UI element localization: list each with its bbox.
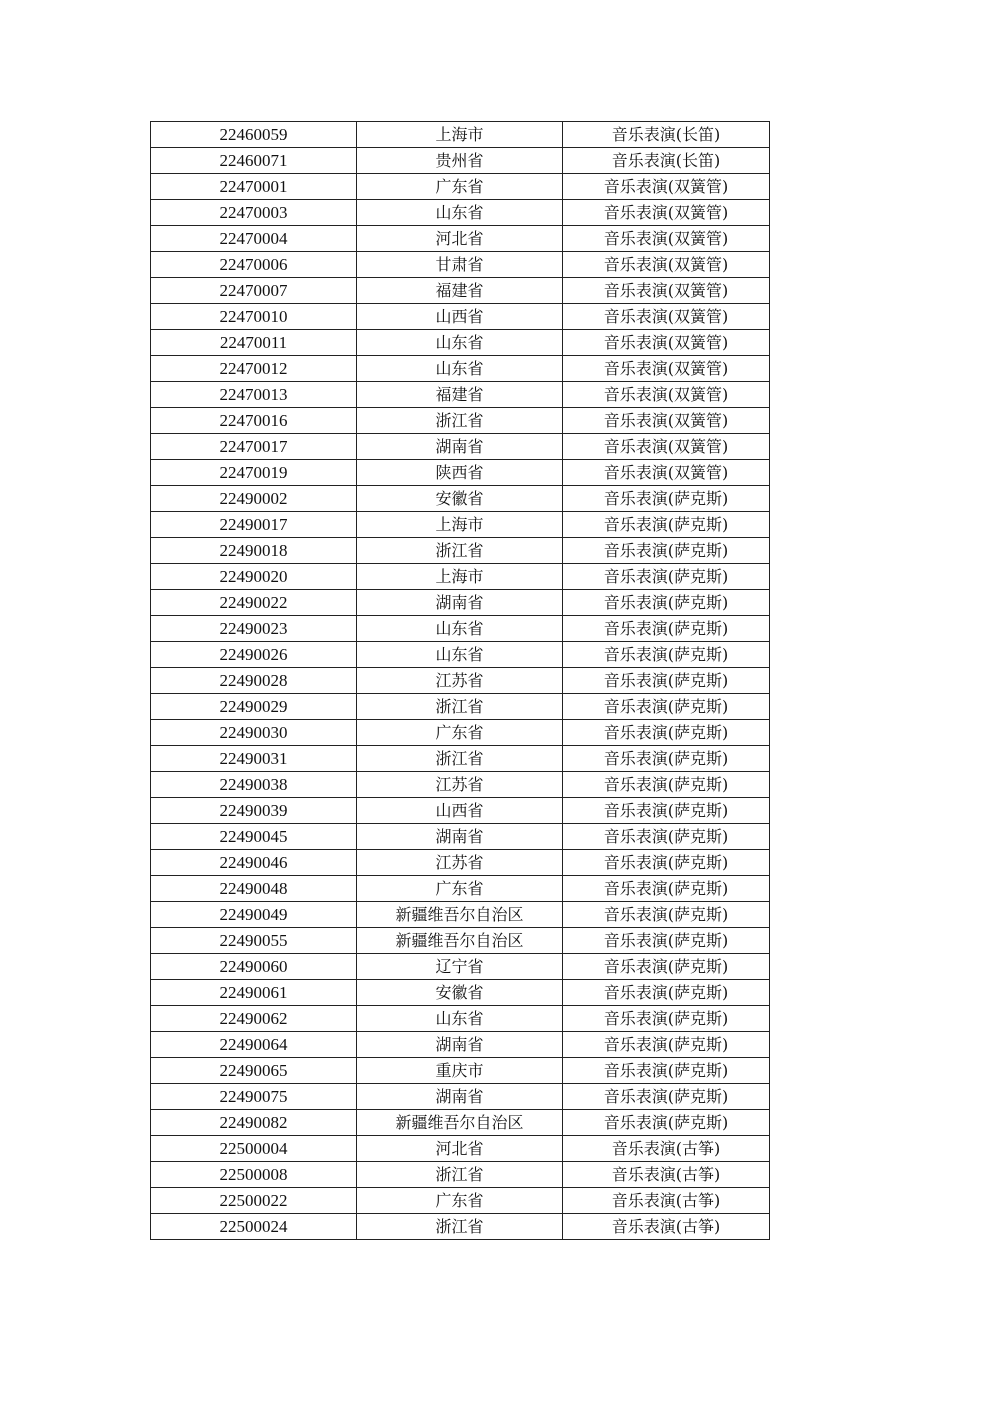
major-cell: 音乐表演(萨克斯) (563, 486, 770, 512)
table-row (151, 278, 770, 304)
province-cell: 重庆市 (357, 1058, 563, 1084)
major-cell: 音乐表演(萨克斯) (563, 1110, 770, 1136)
table-row (151, 122, 770, 148)
candidate-id-cell: 22470006 (151, 252, 357, 278)
major-cell: 音乐表演(古筝) (563, 1136, 770, 1162)
province-cell: 山东省 (357, 200, 563, 226)
major-cell: 音乐表演(萨克斯) (563, 1058, 770, 1084)
candidate-id-cell: 22490062 (151, 1006, 357, 1032)
province-cell: 山东省 (357, 356, 563, 382)
major-cell: 音乐表演(萨克斯) (563, 1006, 770, 1032)
candidate-id-cell: 22500024 (151, 1214, 357, 1240)
province-cell: 陕西省 (357, 460, 563, 486)
candidate-id-cell: 22490031 (151, 746, 357, 772)
candidate-id-cell: 22490002 (151, 486, 357, 512)
province-cell: 湖南省 (357, 1032, 563, 1058)
province-cell: 湖南省 (357, 1084, 563, 1110)
candidate-id-cell: 22470001 (151, 174, 357, 200)
major-cell: 音乐表演(双簧管) (563, 356, 770, 382)
major-cell: 音乐表演(双簧管) (563, 278, 770, 304)
table-row (151, 304, 770, 330)
table-row (151, 174, 770, 200)
major-cell: 音乐表演(萨克斯) (563, 564, 770, 590)
major-cell: 音乐表演(双簧管) (563, 408, 770, 434)
table-row (151, 1084, 770, 1110)
province-cell: 新疆维吾尔自治区 (357, 902, 563, 928)
candidate-id-cell: 22490020 (151, 564, 357, 590)
province-cell: 河北省 (357, 226, 563, 252)
province-cell: 山东省 (357, 642, 563, 668)
candidate-id-cell: 22490049 (151, 902, 357, 928)
province-cell: 山东省 (357, 330, 563, 356)
candidate-id-cell: 22490061 (151, 980, 357, 1006)
candidate-id-cell: 22470007 (151, 278, 357, 304)
province-cell: 湖南省 (357, 434, 563, 460)
table-row (151, 902, 770, 928)
candidate-id-cell: 22490028 (151, 668, 357, 694)
province-cell: 浙江省 (357, 694, 563, 720)
candidate-id-cell: 22490048 (151, 876, 357, 902)
province-cell: 山西省 (357, 798, 563, 824)
major-cell: 音乐表演(萨克斯) (563, 902, 770, 928)
candidate-id-cell: 22470012 (151, 356, 357, 382)
table-row (151, 226, 770, 252)
table-row (151, 1032, 770, 1058)
province-cell: 浙江省 (357, 746, 563, 772)
candidate-id-cell: 22490029 (151, 694, 357, 720)
province-cell: 浙江省 (357, 538, 563, 564)
province-cell: 江苏省 (357, 668, 563, 694)
province-cell: 广东省 (357, 876, 563, 902)
table-row (151, 1162, 770, 1188)
major-cell: 音乐表演(萨克斯) (563, 850, 770, 876)
major-cell: 音乐表演(萨克斯) (563, 720, 770, 746)
table-row (151, 954, 770, 980)
candidate-id-cell: 22490064 (151, 1032, 357, 1058)
table-row (151, 928, 770, 954)
candidate-id-cell: 22490060 (151, 954, 357, 980)
major-cell: 音乐表演(萨克斯) (563, 668, 770, 694)
major-cell: 音乐表演(萨克斯) (563, 928, 770, 954)
major-cell: 音乐表演(长笛) (563, 122, 770, 148)
province-cell: 新疆维吾尔自治区 (357, 1110, 563, 1136)
candidate-id-cell: 22470003 (151, 200, 357, 226)
table-row (151, 642, 770, 668)
table-row (151, 590, 770, 616)
province-cell: 安徽省 (357, 980, 563, 1006)
province-cell: 上海市 (357, 512, 563, 538)
major-cell: 音乐表演(萨克斯) (563, 1032, 770, 1058)
table-row (151, 980, 770, 1006)
table-row (151, 486, 770, 512)
candidate-id-cell: 22490075 (151, 1084, 357, 1110)
table-row (151, 200, 770, 226)
table-row (151, 512, 770, 538)
candidate-id-cell: 22460059 (151, 122, 357, 148)
major-cell: 音乐表演(双簧管) (563, 304, 770, 330)
candidate-id-cell: 22470017 (151, 434, 357, 460)
major-cell: 音乐表演(萨克斯) (563, 772, 770, 798)
major-cell: 音乐表演(萨克斯) (563, 512, 770, 538)
candidate-id-cell: 22500004 (151, 1136, 357, 1162)
candidate-id-cell: 22490046 (151, 850, 357, 876)
major-cell: 音乐表演(萨克斯) (563, 980, 770, 1006)
table-row (151, 252, 770, 278)
province-cell: 浙江省 (357, 1162, 563, 1188)
province-cell: 广东省 (357, 174, 563, 200)
table-row (151, 408, 770, 434)
major-cell: 音乐表演(萨克斯) (563, 876, 770, 902)
table-row (151, 876, 770, 902)
candidate-id-cell: 22490039 (151, 798, 357, 824)
major-cell: 音乐表演(双簧管) (563, 226, 770, 252)
province-cell: 福建省 (357, 382, 563, 408)
major-cell: 音乐表演(古筝) (563, 1188, 770, 1214)
candidate-id-cell: 22470016 (151, 408, 357, 434)
province-cell: 山西省 (357, 304, 563, 330)
candidate-id-cell: 22490082 (151, 1110, 357, 1136)
major-cell: 音乐表演(萨克斯) (563, 616, 770, 642)
candidate-id-cell: 22500008 (151, 1162, 357, 1188)
province-cell: 广东省 (357, 1188, 563, 1214)
table-row (151, 1136, 770, 1162)
major-cell: 音乐表演(长笛) (563, 148, 770, 174)
table-row (151, 746, 770, 772)
table-row (151, 382, 770, 408)
table-row (151, 564, 770, 590)
candidate-id-cell: 22470010 (151, 304, 357, 330)
table-row (151, 1110, 770, 1136)
province-cell: 江苏省 (357, 772, 563, 798)
province-cell: 湖南省 (357, 590, 563, 616)
major-cell: 音乐表演(双簧管) (563, 252, 770, 278)
province-cell: 上海市 (357, 564, 563, 590)
candidate-id-cell: 22490055 (151, 928, 357, 954)
candidate-id-cell: 22490026 (151, 642, 357, 668)
major-cell: 音乐表演(萨克斯) (563, 642, 770, 668)
major-cell: 音乐表演(萨克斯) (563, 1084, 770, 1110)
table-row (151, 772, 770, 798)
table-body (151, 122, 770, 1240)
major-cell: 音乐表演(双簧管) (563, 382, 770, 408)
candidate-id-cell: 22470019 (151, 460, 357, 486)
table-row (151, 434, 770, 460)
candidate-id-cell: 22490018 (151, 538, 357, 564)
table-row (151, 850, 770, 876)
table-row (151, 824, 770, 850)
province-cell: 辽宁省 (357, 954, 563, 980)
candidate-id-cell: 22470004 (151, 226, 357, 252)
province-cell: 福建省 (357, 278, 563, 304)
province-cell: 河北省 (357, 1136, 563, 1162)
major-cell: 音乐表演(萨克斯) (563, 954, 770, 980)
province-cell: 山东省 (357, 1006, 563, 1032)
major-cell: 音乐表演(双簧管) (563, 434, 770, 460)
table-row (151, 694, 770, 720)
major-cell: 音乐表演(双簧管) (563, 330, 770, 356)
candidate-id-cell: 22490022 (151, 590, 357, 616)
major-cell: 音乐表演(双簧管) (563, 174, 770, 200)
candidate-id-cell: 22500022 (151, 1188, 357, 1214)
table-row (151, 1188, 770, 1214)
major-cell: 音乐表演(萨克斯) (563, 824, 770, 850)
major-cell: 音乐表演(萨克斯) (563, 746, 770, 772)
candidate-id-cell: 22470013 (151, 382, 357, 408)
province-cell: 湖南省 (357, 824, 563, 850)
table-row (151, 668, 770, 694)
table-row (151, 460, 770, 486)
candidate-id-cell: 22490045 (151, 824, 357, 850)
province-cell: 山东省 (357, 616, 563, 642)
table-row (151, 148, 770, 174)
major-cell: 音乐表演(萨克斯) (563, 590, 770, 616)
table-row (151, 720, 770, 746)
table-row (151, 538, 770, 564)
province-cell: 浙江省 (357, 408, 563, 434)
table-row (151, 616, 770, 642)
candidate-id-cell: 22490038 (151, 772, 357, 798)
results-table (150, 121, 770, 1240)
candidate-id-cell: 22490065 (151, 1058, 357, 1084)
province-cell: 江苏省 (357, 850, 563, 876)
province-cell: 甘肃省 (357, 252, 563, 278)
table-row (151, 1214, 770, 1240)
major-cell: 音乐表演(萨克斯) (563, 798, 770, 824)
major-cell: 音乐表演(萨克斯) (563, 694, 770, 720)
province-cell: 浙江省 (357, 1214, 563, 1240)
province-cell: 新疆维吾尔自治区 (357, 928, 563, 954)
province-cell: 广东省 (357, 720, 563, 746)
table-row (151, 1058, 770, 1084)
table-row (151, 798, 770, 824)
candidate-id-cell: 22490017 (151, 512, 357, 538)
major-cell: 音乐表演(双簧管) (563, 200, 770, 226)
province-cell: 安徽省 (357, 486, 563, 512)
major-cell: 音乐表演(古筝) (563, 1162, 770, 1188)
major-cell: 音乐表演(萨克斯) (563, 538, 770, 564)
table-row (151, 356, 770, 382)
table-row (151, 1006, 770, 1032)
candidate-id-cell: 22490023 (151, 616, 357, 642)
candidate-id-cell: 22470011 (151, 330, 357, 356)
province-cell: 上海市 (357, 122, 563, 148)
major-cell: 音乐表演(双簧管) (563, 460, 770, 486)
major-cell: 音乐表演(古筝) (563, 1214, 770, 1240)
candidate-id-cell: 22460071 (151, 148, 357, 174)
province-cell: 贵州省 (357, 148, 563, 174)
table-row (151, 330, 770, 356)
candidate-id-cell: 22490030 (151, 720, 357, 746)
